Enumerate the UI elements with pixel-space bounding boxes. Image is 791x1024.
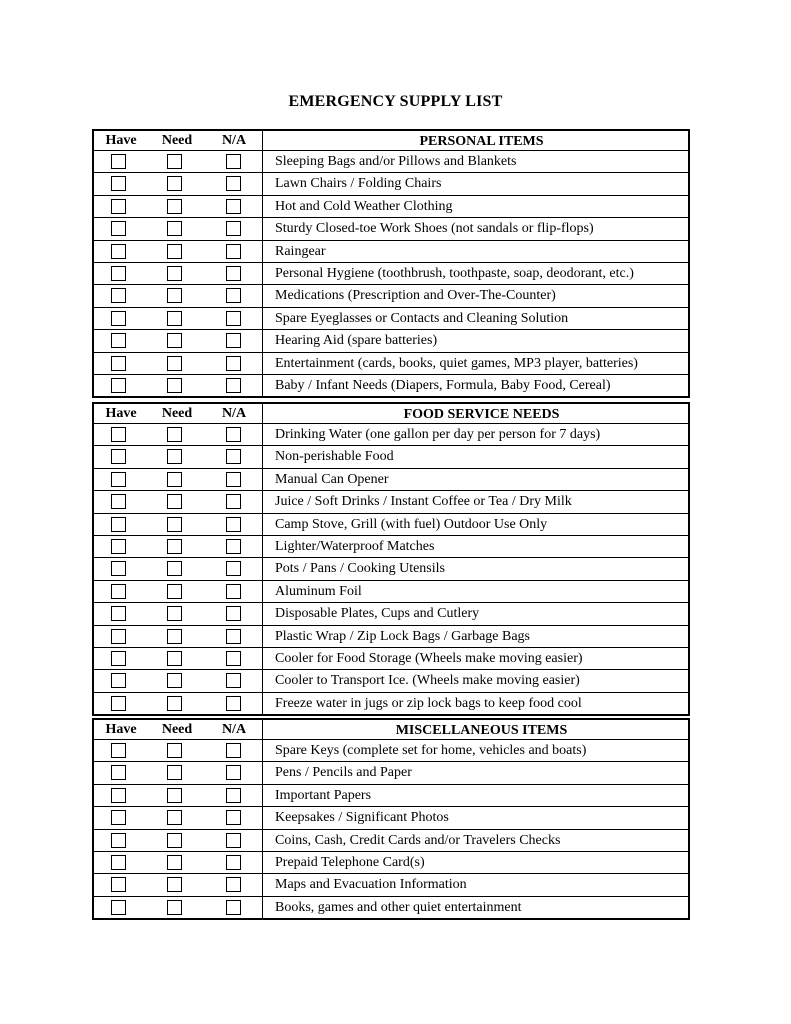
na-cell — [206, 852, 262, 873]
na-cell — [206, 446, 262, 467]
item-label: Spare Keys (complete set for home, vehicles and boats) — [262, 740, 688, 761]
have-checkbox[interactable] — [111, 606, 126, 621]
need-checkbox[interactable] — [167, 221, 182, 236]
na-cell — [206, 581, 262, 602]
have-cell — [94, 173, 148, 194]
list-item — [94, 330, 688, 352]
need-cell — [148, 536, 206, 557]
have-cell — [94, 285, 148, 306]
na-cell — [206, 536, 262, 557]
need-cell — [148, 581, 206, 602]
item-label: Aluminum Foil — [262, 581, 688, 602]
item-label: Baby / Infant Needs (Diapers, Formula, Baby Food, Cereal) — [262, 375, 688, 396]
list-item — [94, 874, 688, 896]
need-checkbox[interactable] — [167, 855, 182, 870]
item-label: Pots / Pans / Cooking Utensils — [262, 558, 688, 579]
need-cell — [148, 353, 206, 374]
have-cell — [94, 874, 148, 895]
na-checkbox[interactable] — [226, 288, 241, 303]
na-cell — [206, 897, 262, 918]
column-na-header: N/A — [221, 406, 247, 421]
have-checkbox[interactable] — [111, 900, 126, 915]
need-checkbox[interactable] — [167, 810, 182, 825]
have-cell — [94, 830, 148, 851]
list-item — [94, 897, 688, 918]
have-checkbox[interactable] — [111, 561, 126, 576]
na-checkbox[interactable] — [226, 494, 241, 509]
na-checkbox[interactable] — [226, 855, 241, 870]
na-cell — [206, 263, 262, 284]
have-cell — [94, 424, 148, 445]
item-label: Freeze water in jugs or zip lock bags to keep food cool — [262, 693, 688, 714]
column-need-header: Need — [161, 406, 193, 421]
have-checkbox[interactable] — [111, 743, 126, 758]
have-checkbox[interactable] — [111, 288, 126, 303]
na-checkbox[interactable] — [226, 651, 241, 666]
need-checkbox[interactable] — [167, 176, 182, 191]
list-item — [94, 285, 688, 307]
item-label: Lawn Chairs / Folding Chairs — [262, 173, 688, 194]
na-cell — [206, 807, 262, 828]
item-label: Non-perishable Food — [262, 446, 688, 467]
need-checkbox[interactable] — [167, 606, 182, 621]
na-cell — [206, 241, 262, 262]
item-label: Disposable Plates, Cups and Cutlery — [262, 603, 688, 624]
list-item — [94, 424, 688, 446]
na-cell — [206, 830, 262, 851]
list-item — [94, 514, 688, 536]
na-cell — [206, 375, 262, 396]
need-checkbox[interactable] — [167, 199, 182, 214]
list-item — [94, 308, 688, 330]
list-item — [94, 852, 688, 874]
have-checkbox[interactable] — [111, 651, 126, 666]
item-label: Drinking Water (one gallon per day per person for 7 days) — [262, 424, 688, 445]
need-checkbox[interactable] — [167, 651, 182, 666]
item-label: Sleeping Bags and/or Pillows and Blankets — [262, 151, 688, 172]
have-cell — [94, 693, 148, 714]
need-checkbox[interactable] — [167, 765, 182, 780]
need-checkbox[interactable] — [167, 900, 182, 915]
have-cell — [94, 852, 148, 873]
na-checkbox[interactable] — [226, 900, 241, 915]
need-cell — [148, 173, 206, 194]
na-checkbox[interactable] — [226, 333, 241, 348]
item-label: Manual Can Opener — [262, 469, 688, 490]
na-checkbox[interactable] — [226, 356, 241, 371]
na-cell — [206, 670, 262, 691]
na-cell — [206, 308, 262, 329]
need-checkbox[interactable] — [167, 288, 182, 303]
need-cell — [148, 330, 206, 351]
list-item — [94, 263, 688, 285]
have-checkbox[interactable] — [111, 629, 126, 644]
need-checkbox[interactable] — [167, 629, 182, 644]
na-checkbox[interactable] — [226, 154, 241, 169]
item-label: Cooler for Food Storage (Wheels make moving easier) — [262, 648, 688, 669]
item-label: Keepsakes / Significant Photos — [262, 807, 688, 828]
need-checkbox[interactable] — [167, 311, 182, 326]
na-cell — [206, 353, 262, 374]
na-cell — [206, 469, 262, 490]
list-item — [94, 375, 688, 396]
have-cell — [94, 491, 148, 512]
na-checkbox[interactable] — [226, 221, 241, 236]
list-item — [94, 693, 688, 714]
have-checkbox[interactable] — [111, 833, 126, 848]
list-item — [94, 536, 688, 558]
need-checkbox[interactable] — [167, 517, 182, 532]
need-checkbox[interactable] — [167, 266, 182, 281]
list-item — [94, 241, 688, 263]
have-checkbox[interactable] — [111, 199, 126, 214]
item-label: Books, games and other quiet entertainment — [262, 897, 688, 918]
na-checkbox[interactable] — [226, 539, 241, 554]
na-checkbox[interactable] — [226, 199, 241, 214]
list-item — [94, 218, 688, 240]
item-label: Sturdy Closed-toe Work Shoes (not sandals or flip-flops) — [262, 218, 688, 239]
section-header — [94, 131, 688, 151]
need-cell — [148, 308, 206, 329]
section-personal-items — [92, 129, 690, 398]
need-checkbox[interactable] — [167, 833, 182, 848]
need-cell — [148, 263, 206, 284]
column-have-header: Have — [105, 406, 137, 421]
need-cell — [148, 874, 206, 895]
column-have-header: Have — [105, 133, 137, 148]
need-cell — [148, 603, 206, 624]
na-cell — [206, 785, 262, 806]
item-label: Spare Eyeglasses or Contacts and Cleaning Solution — [262, 308, 688, 329]
need-cell — [148, 852, 206, 873]
item-rows — [94, 740, 688, 918]
item-label: Coins, Cash, Credit Cards and/or Travelers Checks — [262, 830, 688, 851]
na-checkbox[interactable] — [226, 472, 241, 487]
have-checkbox[interactable] — [111, 311, 126, 326]
have-checkbox[interactable] — [111, 539, 126, 554]
list-item — [94, 670, 688, 692]
have-checkbox[interactable] — [111, 449, 126, 464]
na-checkbox[interactable] — [226, 584, 241, 599]
have-checkbox[interactable] — [111, 356, 126, 371]
need-cell — [148, 830, 206, 851]
need-cell — [148, 807, 206, 828]
need-cell — [148, 446, 206, 467]
section-heading: MISCELLANEOUS ITEMS — [262, 720, 688, 739]
na-checkbox[interactable] — [226, 606, 241, 621]
have-cell — [94, 241, 148, 262]
have-checkbox[interactable] — [111, 244, 126, 259]
na-cell — [206, 491, 262, 512]
na-cell — [206, 424, 262, 445]
need-checkbox[interactable] — [167, 584, 182, 599]
need-checkbox[interactable] — [167, 472, 182, 487]
have-checkbox[interactable] — [111, 810, 126, 825]
na-cell — [206, 626, 262, 647]
na-cell — [206, 196, 262, 217]
na-checkbox[interactable] — [226, 176, 241, 191]
na-checkbox[interactable] — [226, 877, 241, 892]
have-checkbox[interactable] — [111, 266, 126, 281]
need-cell — [148, 285, 206, 306]
na-checkbox[interactable] — [226, 561, 241, 576]
have-checkbox[interactable] — [111, 584, 126, 599]
na-checkbox[interactable] — [226, 449, 241, 464]
section-header — [94, 720, 688, 740]
column-have-header: Have — [105, 722, 137, 737]
have-checkbox[interactable] — [111, 877, 126, 892]
need-checkbox[interactable] — [167, 561, 182, 576]
na-cell — [206, 874, 262, 895]
item-label: Juice / Soft Drinks / Instant Coffee or Tea / Dry Milk — [262, 491, 688, 512]
have-checkbox[interactable] — [111, 427, 126, 442]
have-checkbox[interactable] — [111, 855, 126, 870]
have-cell — [94, 670, 148, 691]
column-na-header: N/A — [221, 722, 247, 737]
list-item — [94, 603, 688, 625]
need-cell — [148, 241, 206, 262]
section-heading: PERSONAL ITEMS — [262, 131, 688, 150]
need-checkbox[interactable] — [167, 696, 182, 711]
na-checkbox[interactable] — [226, 266, 241, 281]
na-checkbox[interactable] — [226, 244, 241, 259]
need-checkbox[interactable] — [167, 673, 182, 688]
list-item — [94, 196, 688, 218]
na-cell — [206, 648, 262, 669]
have-checkbox[interactable] — [111, 788, 126, 803]
column-need-header: Need — [161, 722, 193, 737]
na-checkbox[interactable] — [226, 629, 241, 644]
na-checkbox[interactable] — [226, 378, 241, 393]
item-label: Medications (Prescription and Over-The-Counter) — [262, 285, 688, 306]
section-food-service-needs — [92, 402, 690, 716]
need-checkbox[interactable] — [167, 244, 182, 259]
column-need-header: Need — [161, 133, 193, 148]
na-cell — [206, 693, 262, 714]
na-checkbox[interactable] — [226, 765, 241, 780]
need-checkbox[interactable] — [167, 378, 182, 393]
na-checkbox[interactable] — [226, 311, 241, 326]
need-cell — [148, 218, 206, 239]
item-label: Cooler to Transport Ice. (Wheels make moving easier) — [262, 670, 688, 691]
item-rows — [94, 424, 688, 714]
have-cell — [94, 558, 148, 579]
na-cell — [206, 151, 262, 172]
list-item — [94, 446, 688, 468]
have-cell — [94, 375, 148, 396]
item-label: Personal Hygiene (toothbrush, toothpaste, soap, deodorant, etc.) — [262, 263, 688, 284]
need-cell — [148, 785, 206, 806]
have-cell — [94, 469, 148, 490]
na-cell — [206, 740, 262, 761]
list-item — [94, 762, 688, 784]
item-label: Raingear — [262, 241, 688, 262]
need-checkbox[interactable] — [167, 154, 182, 169]
need-cell — [148, 558, 206, 579]
have-cell — [94, 330, 148, 351]
list-item — [94, 807, 688, 829]
have-cell — [94, 785, 148, 806]
have-checkbox[interactable] — [111, 333, 126, 348]
need-cell — [148, 151, 206, 172]
have-checkbox[interactable] — [111, 221, 126, 236]
section-header — [94, 404, 688, 424]
have-cell — [94, 807, 148, 828]
list-item — [94, 353, 688, 375]
list-item — [94, 581, 688, 603]
have-cell — [94, 740, 148, 761]
need-cell — [148, 469, 206, 490]
need-cell — [148, 693, 206, 714]
item-label: Maps and Evacuation Information — [262, 874, 688, 895]
section-miscellaneous-items — [92, 718, 690, 920]
column-na-header: N/A — [221, 133, 247, 148]
section-heading: FOOD SERVICE NEEDS — [262, 404, 688, 423]
need-cell — [148, 375, 206, 396]
need-checkbox[interactable] — [167, 539, 182, 554]
list-item — [94, 558, 688, 580]
item-label: Plastic Wrap / Zip Lock Bags / Garbage Bags — [262, 626, 688, 647]
list-item — [94, 785, 688, 807]
need-checkbox[interactable] — [167, 449, 182, 464]
item-label: Hot and Cold Weather Clothing — [262, 196, 688, 217]
have-checkbox[interactable] — [111, 673, 126, 688]
need-checkbox[interactable] — [167, 356, 182, 371]
list-item — [94, 626, 688, 648]
need-cell — [148, 514, 206, 535]
na-checkbox[interactable] — [226, 673, 241, 688]
have-cell — [94, 218, 148, 239]
list-item — [94, 173, 688, 195]
na-cell — [206, 330, 262, 351]
have-cell — [94, 536, 148, 557]
item-label: Prepaid Telephone Card(s) — [262, 852, 688, 873]
have-cell — [94, 151, 148, 172]
na-cell — [206, 285, 262, 306]
need-cell — [148, 740, 206, 761]
have-cell — [94, 308, 148, 329]
na-checkbox[interactable] — [226, 427, 241, 442]
have-checkbox[interactable] — [111, 154, 126, 169]
have-checkbox[interactable] — [111, 517, 126, 532]
item-rows — [94, 151, 688, 396]
have-cell — [94, 446, 148, 467]
have-cell — [94, 353, 148, 374]
have-cell — [94, 648, 148, 669]
need-cell — [148, 897, 206, 918]
need-checkbox[interactable] — [167, 494, 182, 509]
item-label: Entertainment (cards, books, quiet games, MP3 player, batteries) — [262, 353, 688, 374]
have-cell — [94, 263, 148, 284]
have-cell — [94, 897, 148, 918]
have-cell — [94, 762, 148, 783]
have-cell — [94, 603, 148, 624]
na-cell — [206, 173, 262, 194]
na-checkbox[interactable] — [226, 743, 241, 758]
have-cell — [94, 514, 148, 535]
na-cell — [206, 762, 262, 783]
need-cell — [148, 762, 206, 783]
have-cell — [94, 196, 148, 217]
have-checkbox[interactable] — [111, 472, 126, 487]
have-checkbox[interactable] — [111, 378, 126, 393]
have-checkbox[interactable] — [111, 765, 126, 780]
na-checkbox[interactable] — [226, 517, 241, 532]
need-checkbox[interactable] — [167, 788, 182, 803]
need-cell — [148, 626, 206, 647]
page-title: EMERGENCY SUPPLY LIST — [288, 93, 503, 110]
have-checkbox[interactable] — [111, 494, 126, 509]
na-checkbox[interactable] — [226, 810, 241, 825]
item-label: Lighter/Waterproof Matches — [262, 536, 688, 557]
na-cell — [206, 514, 262, 535]
have-checkbox[interactable] — [111, 696, 126, 711]
item-label: Pens / Pencils and Paper — [262, 762, 688, 783]
have-cell — [94, 581, 148, 602]
need-checkbox[interactable] — [167, 333, 182, 348]
need-cell — [148, 424, 206, 445]
need-cell — [148, 196, 206, 217]
list-item — [94, 740, 688, 762]
list-item — [94, 830, 688, 852]
list-item — [94, 648, 688, 670]
item-label: Camp Stove, Grill (with fuel) Outdoor Use Only — [262, 514, 688, 535]
need-checkbox[interactable] — [167, 877, 182, 892]
na-checkbox[interactable] — [226, 788, 241, 803]
need-cell — [148, 670, 206, 691]
need-cell — [148, 648, 206, 669]
na-checkbox[interactable] — [226, 696, 241, 711]
have-cell — [94, 626, 148, 647]
have-checkbox[interactable] — [111, 176, 126, 191]
list-item — [94, 469, 688, 491]
need-checkbox[interactable] — [167, 427, 182, 442]
na-cell — [206, 603, 262, 624]
item-label: Important Papers — [262, 785, 688, 806]
na-cell — [206, 218, 262, 239]
item-label: Hearing Aid (spare batteries) — [262, 330, 688, 351]
need-cell — [148, 491, 206, 512]
na-checkbox[interactable] — [226, 833, 241, 848]
list-item — [94, 491, 688, 513]
list-item — [94, 151, 688, 173]
need-checkbox[interactable] — [167, 743, 182, 758]
na-cell — [206, 558, 262, 579]
